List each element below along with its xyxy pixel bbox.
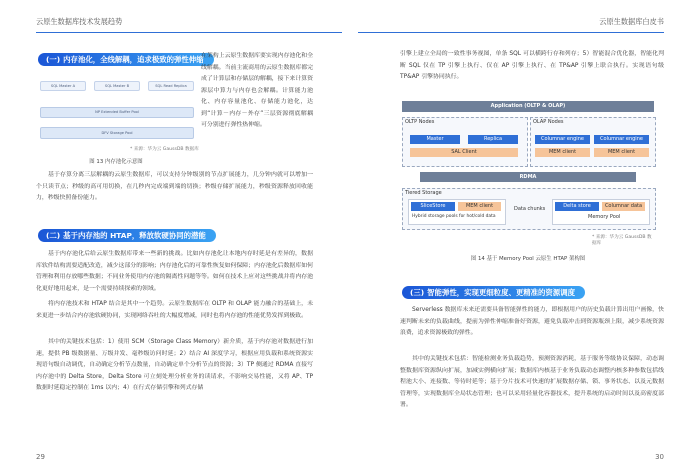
section-number-3: (三) — [410, 288, 425, 297]
memory-pool-label: Memory Pool — [588, 214, 621, 220]
paragraph-5: Serverless 数据库未来还需要具备智能弹性的能力，即根据用户的历史负载计算出用户画像，快速判断未来的负载曲线，提前为弹性伸缩准备好资源，避免负载冲击到资源瓶颈上限，减少系统资源浪费，追求资源极致的弹性。 — [400, 307, 664, 336]
section-heading-1 — [38, 53, 214, 66]
section-title-1: 内存池化，全线解耦，追求极致的弹性伸缩 — [63, 55, 204, 64]
figure-13-source-note: * 来源：华为云 GaussDB 数据库 — [130, 147, 199, 152]
header-rule-left — [36, 32, 342, 33]
paragraph-3: 将内存池技术和 HTAP 结合是其中一个趋势。云原生数据库在 OLTP 和 OLAP 能力融合的基础上，未来更进一步结合内存池软硬协同，实现网络吞吐的大幅度增减，同时也将内存池的性能优势发挥到极致。 — [36, 301, 313, 319]
sql-master-b-box: SQL Master B — [94, 81, 140, 91]
oltp-nodes-label: OLTP Nodes — [405, 119, 435, 125]
sql-master-a-box: SQL Master A — [40, 81, 86, 91]
columnar-engine-box-2: Columnar engine — [594, 135, 649, 144]
sql-read-replica-box: SQL Read Replica — [148, 81, 194, 91]
running-header-right: 云原生数据库白皮书 — [599, 17, 664, 26]
section-number-2: (二) — [46, 231, 61, 240]
hybrid-storage-label: Hybrid storage pools for hot/cold data — [412, 214, 496, 219]
mem-client-box-2: MEM client — [594, 148, 649, 157]
page-number-left: 29 — [36, 453, 45, 461]
sal-client-box: SAL Client — [410, 148, 518, 157]
paragraph-4: 其中的关键技术包括：1）使用 SCM（Storage Class Memory）新介质，基于内存池对数据进行加速，提供 PB 级数据量、万级并发、毫秒级访问时延；2）结合 AI 深度学习，根据应用负载和系统资源实现语句级自动调优，自动确定分析节点数量，自动确定单个分析节点的资源；3）TP 侧通过 RDMA 直接写内存池中的 Delta Store，Delta Store 可立刻处理分析业务的读请求，不影响交易性能，又将 AP、TP 数据时延稳定控制在 1ms 以内；4）在行式存储引擎和列式存储 — [36, 339, 313, 391]
side-paragraph: 在架构上云原生数据库要实现内存池化和全线解耦。当前主流商用的云原生数据库都完成了计算层和存储层的解耦，接下来计算资源层中算力与内存也会解耦。计算能力池化、内存容量池化、存储能力池化，达到“计算－内存－外存”三层资源彻底解耦可分别进行弹性热伸缩。 — [201, 53, 313, 128]
section-title-2: 基于内存池的 HTAP，释放软硬协同的潜能 — [63, 231, 206, 240]
rdma-bar: RDMA — [420, 172, 636, 182]
columnar-data-box: Columnar data — [602, 202, 645, 211]
figure-13-caption: 图 13 内存池化示意图 — [89, 159, 143, 165]
figure-14-source-note: * 来源：华为云 GaussDB 数据库 — [592, 235, 652, 246]
columnar-engine-box-1: Columnar engine — [535, 135, 590, 144]
slicestore-box: SliceStore — [411, 202, 455, 211]
running-header-left: 云原生数据库技术发展趋势 — [36, 17, 123, 26]
storage-pool-bar: DFV Storage Pool — [40, 127, 194, 139]
tiered-storage-label: Tiered Storage — [405, 190, 442, 196]
mem-client-box-3: MEM client — [458, 202, 501, 211]
paragraph-6: 其中的关键技术包括：智能检测业务负载趋势，预测资源消耗，基于服务等级协议保障，动态调整数据库资源纵向扩展，加减实例横向扩展；数据库内核基于业务负载动态调整内核多种参数包括线程池大小、连接数、等待时延等；基于分片技术可快速的扩展数据存储、锁、事务状态、以及元数据管理等，实现数据库全局状态管理；也可以采用轻量化容器技术，提升系统的启动时间以及高密度部署。 — [400, 356, 664, 408]
section-title-3: 智能弹性，实现更细粒度、更精准的资源调度 — [427, 288, 575, 297]
paragraph-top-right: 引擎上建立全局的一致性事务视图，单条 SQL 可以横跨行存和列存；5）智能混合优化器，智能化判断 SQL 仅在 TP 引擎上执行、仅在 AP 引擎上执行、在 TP&AP 引擎上联合执行。实现语句级 TP&AP 引擎协同执行。 — [400, 51, 664, 80]
data-chunks-label: Data chunks — [514, 206, 546, 212]
header-rule-right — [358, 32, 664, 33]
application-bar: Application (OLTP & OLAP) — [402, 101, 654, 112]
delta-store-box: Delta store — [555, 202, 599, 211]
section-heading-3 — [402, 286, 585, 299]
mem-client-box-1: MEM client — [535, 148, 590, 157]
figure-14-caption: 图 14 基于 Memory Pool 云原生 HTAP 架构图 — [470, 256, 586, 262]
olap-nodes-label: OLAP Nodes — [533, 119, 564, 125]
section-heading-2 — [38, 229, 216, 242]
page-number-right: 30 — [655, 453, 664, 461]
paragraph-2: 基于内存池化后给云原生数据库带来一些新的挑战。比如内存池化让本地内存时延是有差异的，数据库软件结构需要适配改造，减少这部分的影响；内存池化后的可靠性恢复如何保障；内存池化后数据库如何管理和利用存放哪些数据；不同业务使用内存池的隔离性问题等等。如何在技术上应对这些挑战并将内存池化更好地用起来，是一个需要持续探索的领域。 — [36, 251, 313, 292]
paragraph-1: 基于存算分离三层解耦的云原生数据库，可以支持分钟级别的节点扩展能力，几分钟内就可以增加一个只读节点；秒级的高可用切换，在几秒内完成端到端的切换；秒级存储扩展能力，秒级资源释放回收能力，秒级快照备份能力。 — [36, 172, 313, 201]
figure-14-diagram — [402, 101, 654, 246]
replica-box: Replica — [468, 135, 518, 144]
figure-13-diagram — [38, 79, 194, 141]
buffer-pool-bar: NP Extended Buffer Pool — [40, 107, 194, 118]
master-box: Master — [410, 135, 460, 144]
section-number-1: (一) — [46, 55, 61, 64]
